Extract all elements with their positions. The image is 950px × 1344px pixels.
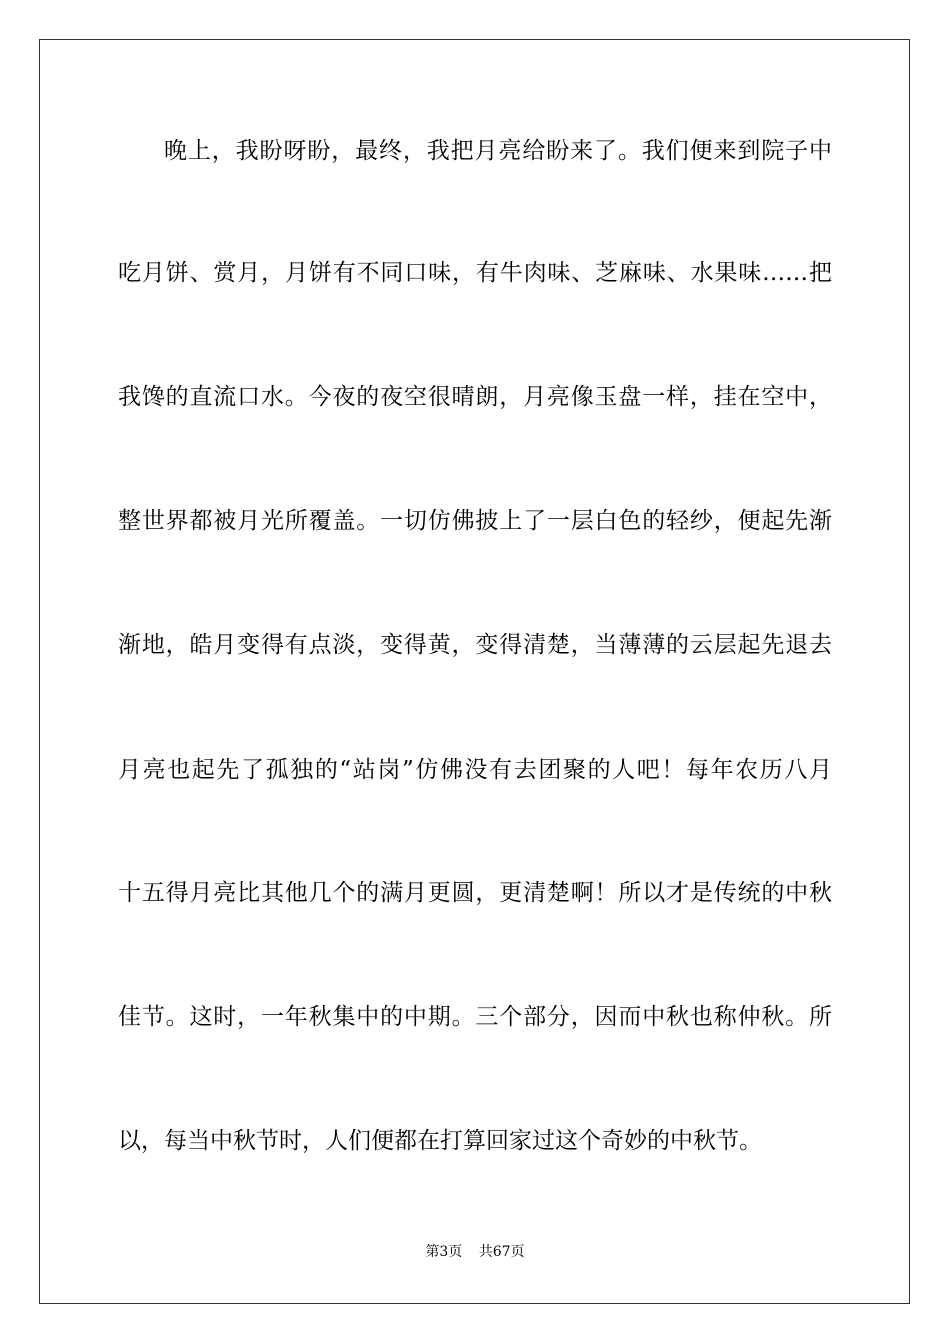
paragraph-line-9: 以，每当中秋节时，人们便都在打算回家过这个奇妙的中秋节。 [118, 1128, 762, 1154]
paragraph-line-6: 月亮也起先了孤独的“站岗”仿佛没有去团聚的人吧！每年农历八月 [118, 757, 832, 783]
page-total: 共67页 [478, 1244, 525, 1260]
paragraph-line-1: 晚上，我盼呀盼，最终，我把月亮给盼来了。我们便来到院子中 [164, 138, 832, 164]
paragraph-line-3: 我馋的直流口水。今夜的夜空很晴朗，月亮像玉盘一样，挂在空中， [118, 384, 832, 410]
paragraph-line-4: 整世界都被月光所覆盖。一切仿佛披上了一层白色的轻纱，便起先渐 [118, 508, 832, 534]
paragraph-line-2: 吃月饼、赏月，月饼有不同口味，有牛肉味、芝麻味、水果味……把 [118, 260, 832, 286]
paragraph-line-7: 十五得月亮比其他几个的满月更圆，更清楚啊！所以才是传统的中秋 [118, 880, 832, 906]
page-footer [0, 1243, 950, 1261]
paragraph-line-5: 渐地，皓月变得有点淡，变得黄，变得清楚，当薄薄的云层起先退去 [118, 632, 832, 658]
page-number: 第3页 [425, 1244, 463, 1260]
paragraph-line-8: 佳节。这时，一年秋集中的中期。三个部分，因而中秋也称仲秋。所 [118, 1004, 832, 1030]
page-frame [39, 39, 910, 1304]
